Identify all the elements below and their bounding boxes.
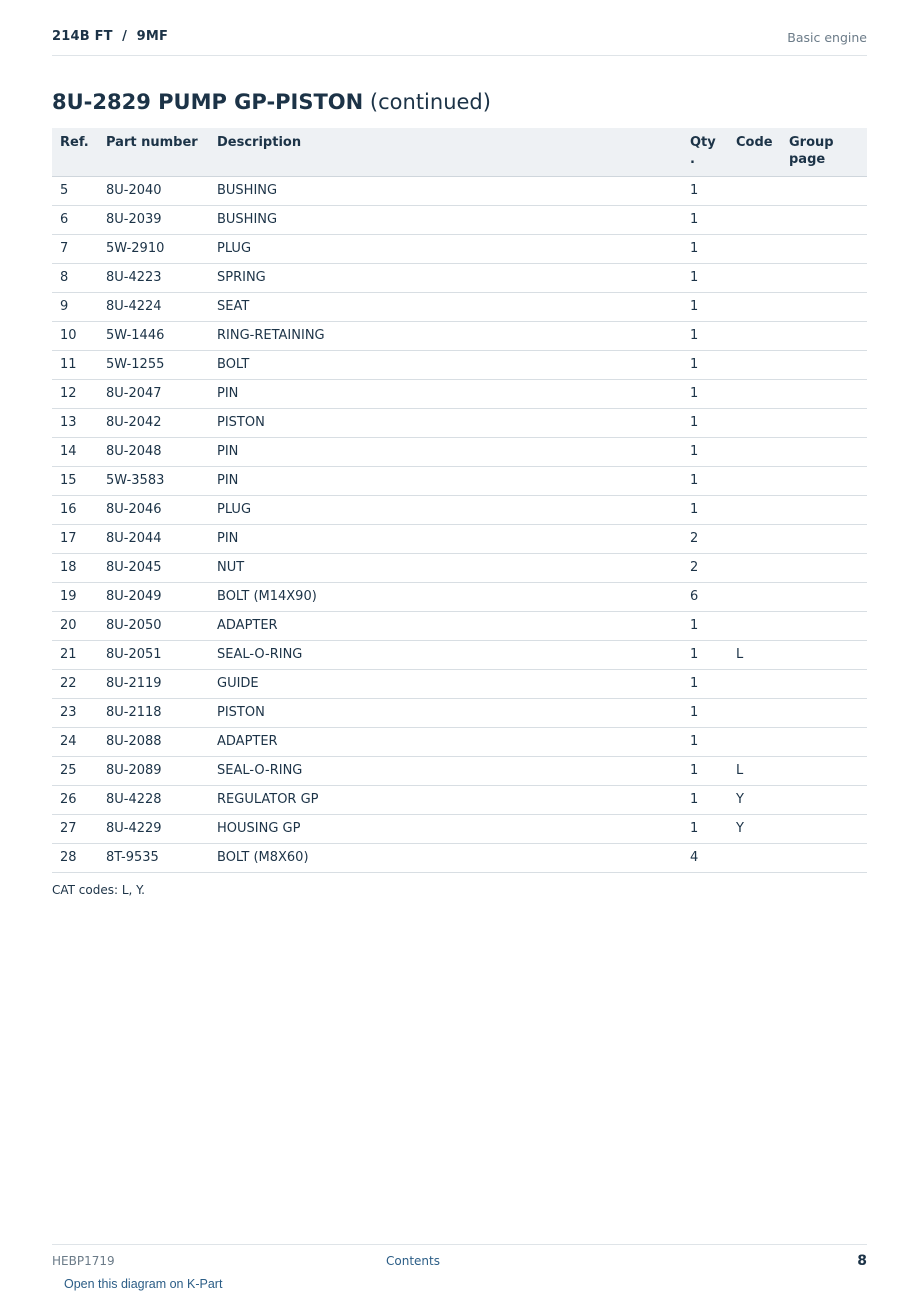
code-cell <box>728 612 781 641</box>
group-page-cell <box>781 322 867 351</box>
part-number-cell: 8U-4229 <box>98 815 209 844</box>
part-number-cell: 8U-2044 <box>98 525 209 554</box>
ref-cell: 27 <box>52 815 98 844</box>
ref-cell: 12 <box>52 380 98 409</box>
description-cell: PIN <box>209 380 682 409</box>
description-cell: PIN <box>209 438 682 467</box>
code-cell: Y <box>728 786 781 815</box>
group-page-cell <box>781 438 867 467</box>
qty-cell: 1 <box>682 612 728 641</box>
group-page-cell <box>781 293 867 322</box>
part-number-cell: 8U-2046 <box>98 496 209 525</box>
part-number-cell: 8T-9535 <box>98 844 209 873</box>
qty-cell: 1 <box>682 699 728 728</box>
qty-cell: 1 <box>682 264 728 293</box>
part-number-cell: 8U-4224 <box>98 293 209 322</box>
code-cell <box>728 409 781 438</box>
code-cell <box>728 496 781 525</box>
group-page-cell <box>781 786 867 815</box>
qty-cell: 1 <box>682 728 728 757</box>
part-number-cell: 8U-2089 <box>98 757 209 786</box>
group-page-cell <box>781 728 867 757</box>
open-kpart-link[interactable]: Open this diagram on K-Part <box>64 1277 223 1291</box>
title-suffix: (continued) <box>363 90 491 114</box>
code-cell <box>728 322 781 351</box>
parts-table <box>52 128 867 873</box>
table-row <box>52 583 867 612</box>
group-page-cell <box>781 583 867 612</box>
part-number-cell: 5W-1446 <box>98 322 209 351</box>
table-row <box>52 525 867 554</box>
table-row <box>52 351 867 380</box>
header-qty: Qty . <box>682 128 728 177</box>
qty-cell: 2 <box>682 554 728 583</box>
table-row <box>52 496 867 525</box>
group-page-cell <box>781 467 867 496</box>
table-row <box>52 641 867 670</box>
page-number: 8 <box>857 1253 867 1269</box>
qty-cell: 1 <box>682 293 728 322</box>
model-title: 214B FT / 9MF <box>52 29 169 44</box>
qty-cell: 1 <box>682 757 728 786</box>
page-header <box>52 28 867 56</box>
part-number-cell: 8U-2042 <box>98 409 209 438</box>
group-page-cell <box>781 525 867 554</box>
qty-cell: 1 <box>682 235 728 264</box>
qty-cell: 1 <box>682 206 728 235</box>
table-header-row <box>52 128 867 177</box>
code-cell <box>728 235 781 264</box>
group-page-cell <box>781 612 867 641</box>
table-row <box>52 786 867 815</box>
ref-cell: 24 <box>52 728 98 757</box>
code-cell <box>728 264 781 293</box>
description-cell: SEAL-O-RING <box>209 757 682 786</box>
header-code: Code <box>728 128 781 177</box>
qty-cell: 1 <box>682 351 728 380</box>
qty-cell: 1 <box>682 438 728 467</box>
code-cell <box>728 467 781 496</box>
description-cell: PISTON <box>209 699 682 728</box>
part-number-cell: 5W-3583 <box>98 467 209 496</box>
group-page-cell <box>781 177 867 206</box>
description-cell: BOLT (M14X90) <box>209 583 682 612</box>
description-cell: BOLT <box>209 351 682 380</box>
code-cell: L <box>728 757 781 786</box>
code-cell <box>728 670 781 699</box>
table-row <box>52 554 867 583</box>
table-row <box>52 699 867 728</box>
ref-cell: 18 <box>52 554 98 583</box>
code-cell: L <box>728 641 781 670</box>
part-number-cell: 8U-2039 <box>98 206 209 235</box>
ref-cell: 7 <box>52 235 98 264</box>
table-row <box>52 467 867 496</box>
header-ref: Ref. <box>52 128 98 177</box>
part-number-cell: 8U-2119 <box>98 670 209 699</box>
code-cell: Y <box>728 815 781 844</box>
description-cell: SPRING <box>209 264 682 293</box>
part-number-cell: 8U-2040 <box>98 177 209 206</box>
header-description: Description <box>209 128 682 177</box>
contents-link[interactable]: Contents <box>386 1254 440 1268</box>
ref-cell: 26 <box>52 786 98 815</box>
part-number-cell: 8U-2088 <box>98 728 209 757</box>
qty-cell: 1 <box>682 496 728 525</box>
description-cell: ADAPTER <box>209 612 682 641</box>
table-row <box>52 757 867 786</box>
group-page-cell <box>781 641 867 670</box>
qty-cell: 1 <box>682 815 728 844</box>
group-page-cell <box>781 235 867 264</box>
table-row <box>52 264 867 293</box>
table-row <box>52 728 867 757</box>
group-page-cell <box>781 409 867 438</box>
table-row <box>52 206 867 235</box>
part-number-cell: 8U-2050 <box>98 612 209 641</box>
group-page-cell <box>781 351 867 380</box>
group-page-cell <box>781 206 867 235</box>
ref-cell: 11 <box>52 351 98 380</box>
table-row <box>52 409 867 438</box>
description-cell: BUSHING <box>209 206 682 235</box>
code-cell <box>728 554 781 583</box>
part-number-cell: 8U-4223 <box>98 264 209 293</box>
code-cell <box>728 380 781 409</box>
ref-cell: 5 <box>52 177 98 206</box>
qty-cell: 1 <box>682 467 728 496</box>
part-number-cell: 8U-2047 <box>98 380 209 409</box>
ref-cell: 15 <box>52 467 98 496</box>
qty-cell: 2 <box>682 525 728 554</box>
code-cell <box>728 293 781 322</box>
part-number-cell: 8U-4228 <box>98 786 209 815</box>
table-row <box>52 670 867 699</box>
ref-cell: 9 <box>52 293 98 322</box>
section-name: Basic engine <box>787 30 867 45</box>
code-cell <box>728 438 781 467</box>
qty-cell: 6 <box>682 583 728 612</box>
header-part-number: Part number <box>98 128 209 177</box>
part-number-cell: 8U-2051 <box>98 641 209 670</box>
description-cell: BUSHING <box>209 177 682 206</box>
part-number-cell: 8U-2045 <box>98 554 209 583</box>
ref-cell: 20 <box>52 612 98 641</box>
code-cell <box>728 583 781 612</box>
table-row <box>52 815 867 844</box>
table-row <box>52 380 867 409</box>
code-cell <box>728 728 781 757</box>
ref-cell: 10 <box>52 322 98 351</box>
parts-table-body <box>52 177 867 873</box>
title-main: 8U-2829 PUMP GP-PISTON <box>52 90 364 114</box>
description-cell: PLUG <box>209 235 682 264</box>
ref-cell: 21 <box>52 641 98 670</box>
code-cell <box>728 525 781 554</box>
qty-cell: 1 <box>682 641 728 670</box>
group-page-cell <box>781 670 867 699</box>
document-id: HEBP1719 <box>52 1254 115 1268</box>
description-cell: BOLT (M8X60) <box>209 844 682 873</box>
table-row <box>52 612 867 641</box>
qty-cell: 1 <box>682 409 728 438</box>
qty-cell: 1 <box>682 670 728 699</box>
page-title <box>52 90 491 114</box>
part-number-cell: 8U-2048 <box>98 438 209 467</box>
description-cell: PIN <box>209 525 682 554</box>
group-page-cell <box>781 380 867 409</box>
page-footer <box>52 1244 867 1275</box>
header-group-page: Group page <box>781 128 867 177</box>
ref-cell: 19 <box>52 583 98 612</box>
group-page-cell <box>781 264 867 293</box>
ref-cell: 22 <box>52 670 98 699</box>
ref-cell: 13 <box>52 409 98 438</box>
description-cell: GUIDE <box>209 670 682 699</box>
ref-cell: 28 <box>52 844 98 873</box>
table-row <box>52 844 867 873</box>
ref-cell: 8 <box>52 264 98 293</box>
qty-cell: 1 <box>682 380 728 409</box>
group-page-cell <box>781 496 867 525</box>
part-number-cell: 8U-2118 <box>98 699 209 728</box>
description-cell: NUT <box>209 554 682 583</box>
group-page-cell <box>781 554 867 583</box>
group-page-cell <box>781 757 867 786</box>
description-cell: SEAT <box>209 293 682 322</box>
description-cell: PLUG <box>209 496 682 525</box>
group-page-cell <box>781 699 867 728</box>
code-cell <box>728 206 781 235</box>
description-cell: HOUSING GP <box>209 815 682 844</box>
ref-cell: 16 <box>52 496 98 525</box>
code-cell <box>728 699 781 728</box>
description-cell: RING-RETAINING <box>209 322 682 351</box>
qty-cell: 1 <box>682 322 728 351</box>
description-cell: PIN <box>209 467 682 496</box>
description-cell: SEAL-O-RING <box>209 641 682 670</box>
table-row <box>52 293 867 322</box>
cat-codes-note: CAT codes: L, Y. <box>52 883 145 897</box>
ref-cell: 14 <box>52 438 98 467</box>
ref-cell: 23 <box>52 699 98 728</box>
code-cell <box>728 844 781 873</box>
table-row <box>52 177 867 206</box>
table-row <box>52 322 867 351</box>
description-cell: ADAPTER <box>209 728 682 757</box>
qty-cell: 4 <box>682 844 728 873</box>
description-cell: PISTON <box>209 409 682 438</box>
part-number-cell: 5W-2910 <box>98 235 209 264</box>
description-cell: REGULATOR GP <box>209 786 682 815</box>
part-number-cell: 5W-1255 <box>98 351 209 380</box>
ref-cell: 17 <box>52 525 98 554</box>
qty-cell: 1 <box>682 786 728 815</box>
ref-cell: 6 <box>52 206 98 235</box>
ref-cell: 25 <box>52 757 98 786</box>
group-page-cell <box>781 844 867 873</box>
table-row <box>52 438 867 467</box>
group-page-cell <box>781 815 867 844</box>
code-cell <box>728 351 781 380</box>
table-row <box>52 235 867 264</box>
part-number-cell: 8U-2049 <box>98 583 209 612</box>
code-cell <box>728 177 781 206</box>
qty-cell: 1 <box>682 177 728 206</box>
